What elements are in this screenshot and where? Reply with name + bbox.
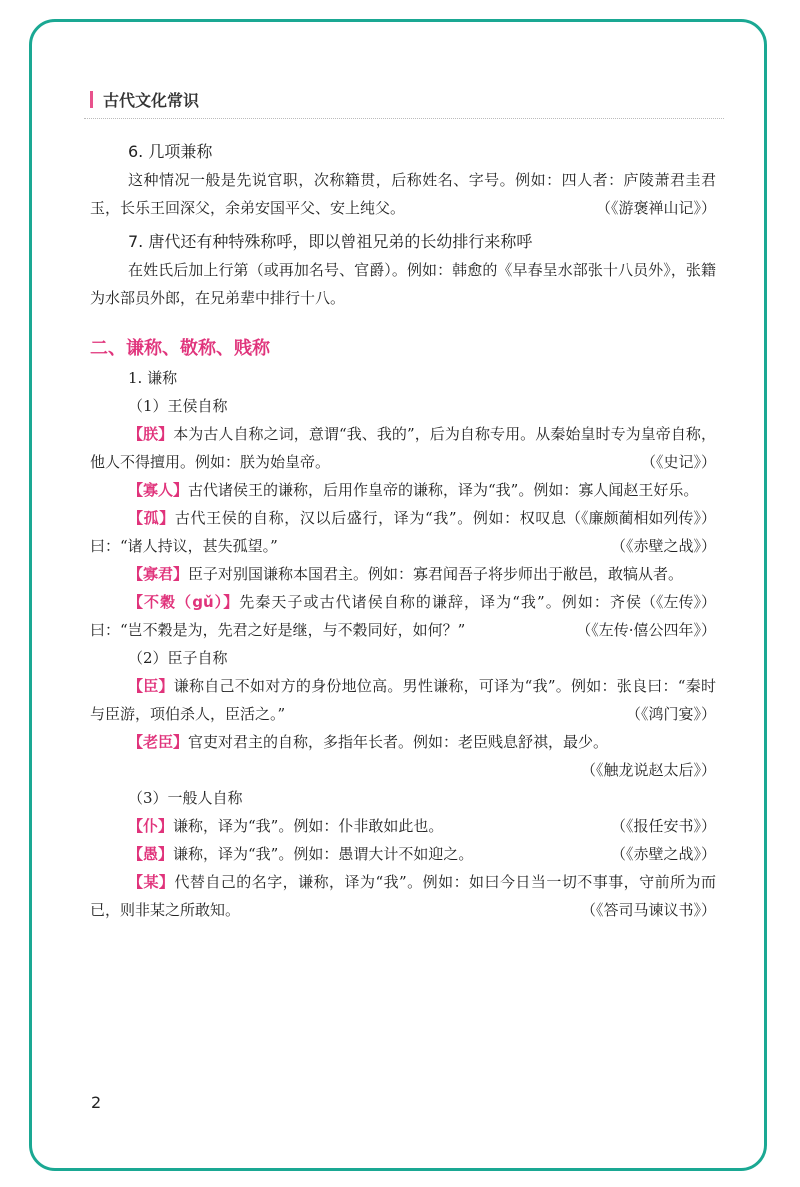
entry-text: 古代王侯的自称，汉以后盛行，译为“我”。例如：权叹息曰：“诸人持议，甚失孤望。” <box>90 509 566 555</box>
citation: （《赤壁之战》） <box>610 537 716 555</box>
citation: （《左传》） <box>640 593 716 611</box>
entry <box>90 728 716 779</box>
citation: （《鸿门宴》） <box>625 705 716 723</box>
chapter-title: 古代文化常识 <box>103 91 200 110</box>
entry <box>90 420 716 476</box>
entry-term: 【愚】 <box>128 845 174 863</box>
citation: （《史记》） <box>640 453 716 471</box>
citation: （《游褒禅山记》） <box>595 199 716 217</box>
header-divider <box>84 118 724 119</box>
group-title: （1）王侯自称 <box>128 397 228 415</box>
citation: （《触龙说赵太后》） <box>580 761 716 779</box>
entry-text: 代替自己的名字，谦称，译为“我”。例如：如曰今日当一切不事事，守前所为而已，则非某之所敢知。 <box>90 873 716 919</box>
entry <box>90 588 716 644</box>
entry-term: 【仆】 <box>128 817 174 835</box>
chapter-header <box>90 88 199 111</box>
entry <box>90 672 716 728</box>
entry-text: 古代诸侯王的谦称，后用作皇帝的谦称，译为“我”。例如：寡人闻赵王好乐。 <box>188 481 699 499</box>
entry-term: 【某】 <box>128 873 175 891</box>
entry <box>90 476 716 527</box>
header-bar <box>90 91 93 108</box>
section-6-text: 这种情况一般是先说官职，次称籍贯，后称姓名、字号。例如：四人者：庐陵萧君圭君玉，长乐王回深父，余弟安国平父、安上纯父。 （《游褒禅山记》） <box>90 166 716 222</box>
citation: （《报任安书》） <box>610 817 716 835</box>
entry-text: 官吏对君主的自称，多指年长者。例如：老臣贱息舒祺，最少。 <box>188 733 609 751</box>
citation: （《廉颇蔺相如列传》） <box>565 509 716 527</box>
entry-text: 谦称，译为“我”。例如：愚谓大计不如迎之。 <box>173 845 474 863</box>
entry-text: 先秦天子或古代诸侯自称的谦辞，译为“我”。例如：齐侯曰：“岂不穀是为，先君之好是继，与不穀同好，如何？” <box>90 593 641 639</box>
entry <box>90 812 716 840</box>
entry-term: 【朕】 <box>128 425 174 443</box>
part-2-title: 二、谦称、敬称、贱称 <box>90 338 270 359</box>
page-content <box>90 136 716 924</box>
entry-term: 【不穀（gǔ）】 <box>128 593 240 611</box>
entry-text: 谦称，译为“我”。例如：仆非敢如此也。 <box>173 817 444 835</box>
entry-text: 臣子对别国谦称本国君主。例如：寡君闻吾子将步师出于敝邑，敢犒从者。 <box>188 565 684 583</box>
entry <box>90 868 716 924</box>
entry <box>90 840 716 868</box>
entry-text: 本为古人自称之词，意谓“我、我的”，后为自称专用。从秦始皇时专为皇帝自称，他人不得擅用。例如：朕为始皇帝。 <box>90 425 716 471</box>
citation: （《答司马谏议书》） <box>580 901 716 919</box>
entry-term: 【寡人】 <box>128 481 189 499</box>
section-6-title: 6. 几项兼称 <box>128 142 213 161</box>
entry-term: 【寡君】 <box>128 565 189 583</box>
group-title: （2）臣子自称 <box>128 649 228 667</box>
entry-term: 【臣】 <box>128 677 174 695</box>
group-title: （3）一般人自称 <box>128 789 243 807</box>
page-number: 2 <box>91 1093 102 1112</box>
subsection-title: 1. 谦称 <box>128 369 178 387</box>
entry-term: 【孤】 <box>128 509 175 527</box>
entry-text: 谦称自己不如对方的身份地位高。男性谦称，可译为“我”。例如：张良曰：“秦时与臣游，项伯杀人，臣活之。” <box>90 677 716 723</box>
citation: （《左传·僖公四年》） <box>576 621 716 639</box>
citation: （《赤壁之战》） <box>610 845 716 863</box>
section-7-text: 在姓氏后加上行第（或再加名号、官爵）。例如：韩愈的《早春呈水部张十八员外》，张籍为水部员外郎，在兄弟辈中排行十八。 <box>90 261 716 307</box>
entry-term: 【老臣】 <box>128 733 189 751</box>
section-7-title: 7. 唐代还有种特殊称呼，即以曾祖兄弟的长幼排行来称呼 <box>128 232 533 251</box>
